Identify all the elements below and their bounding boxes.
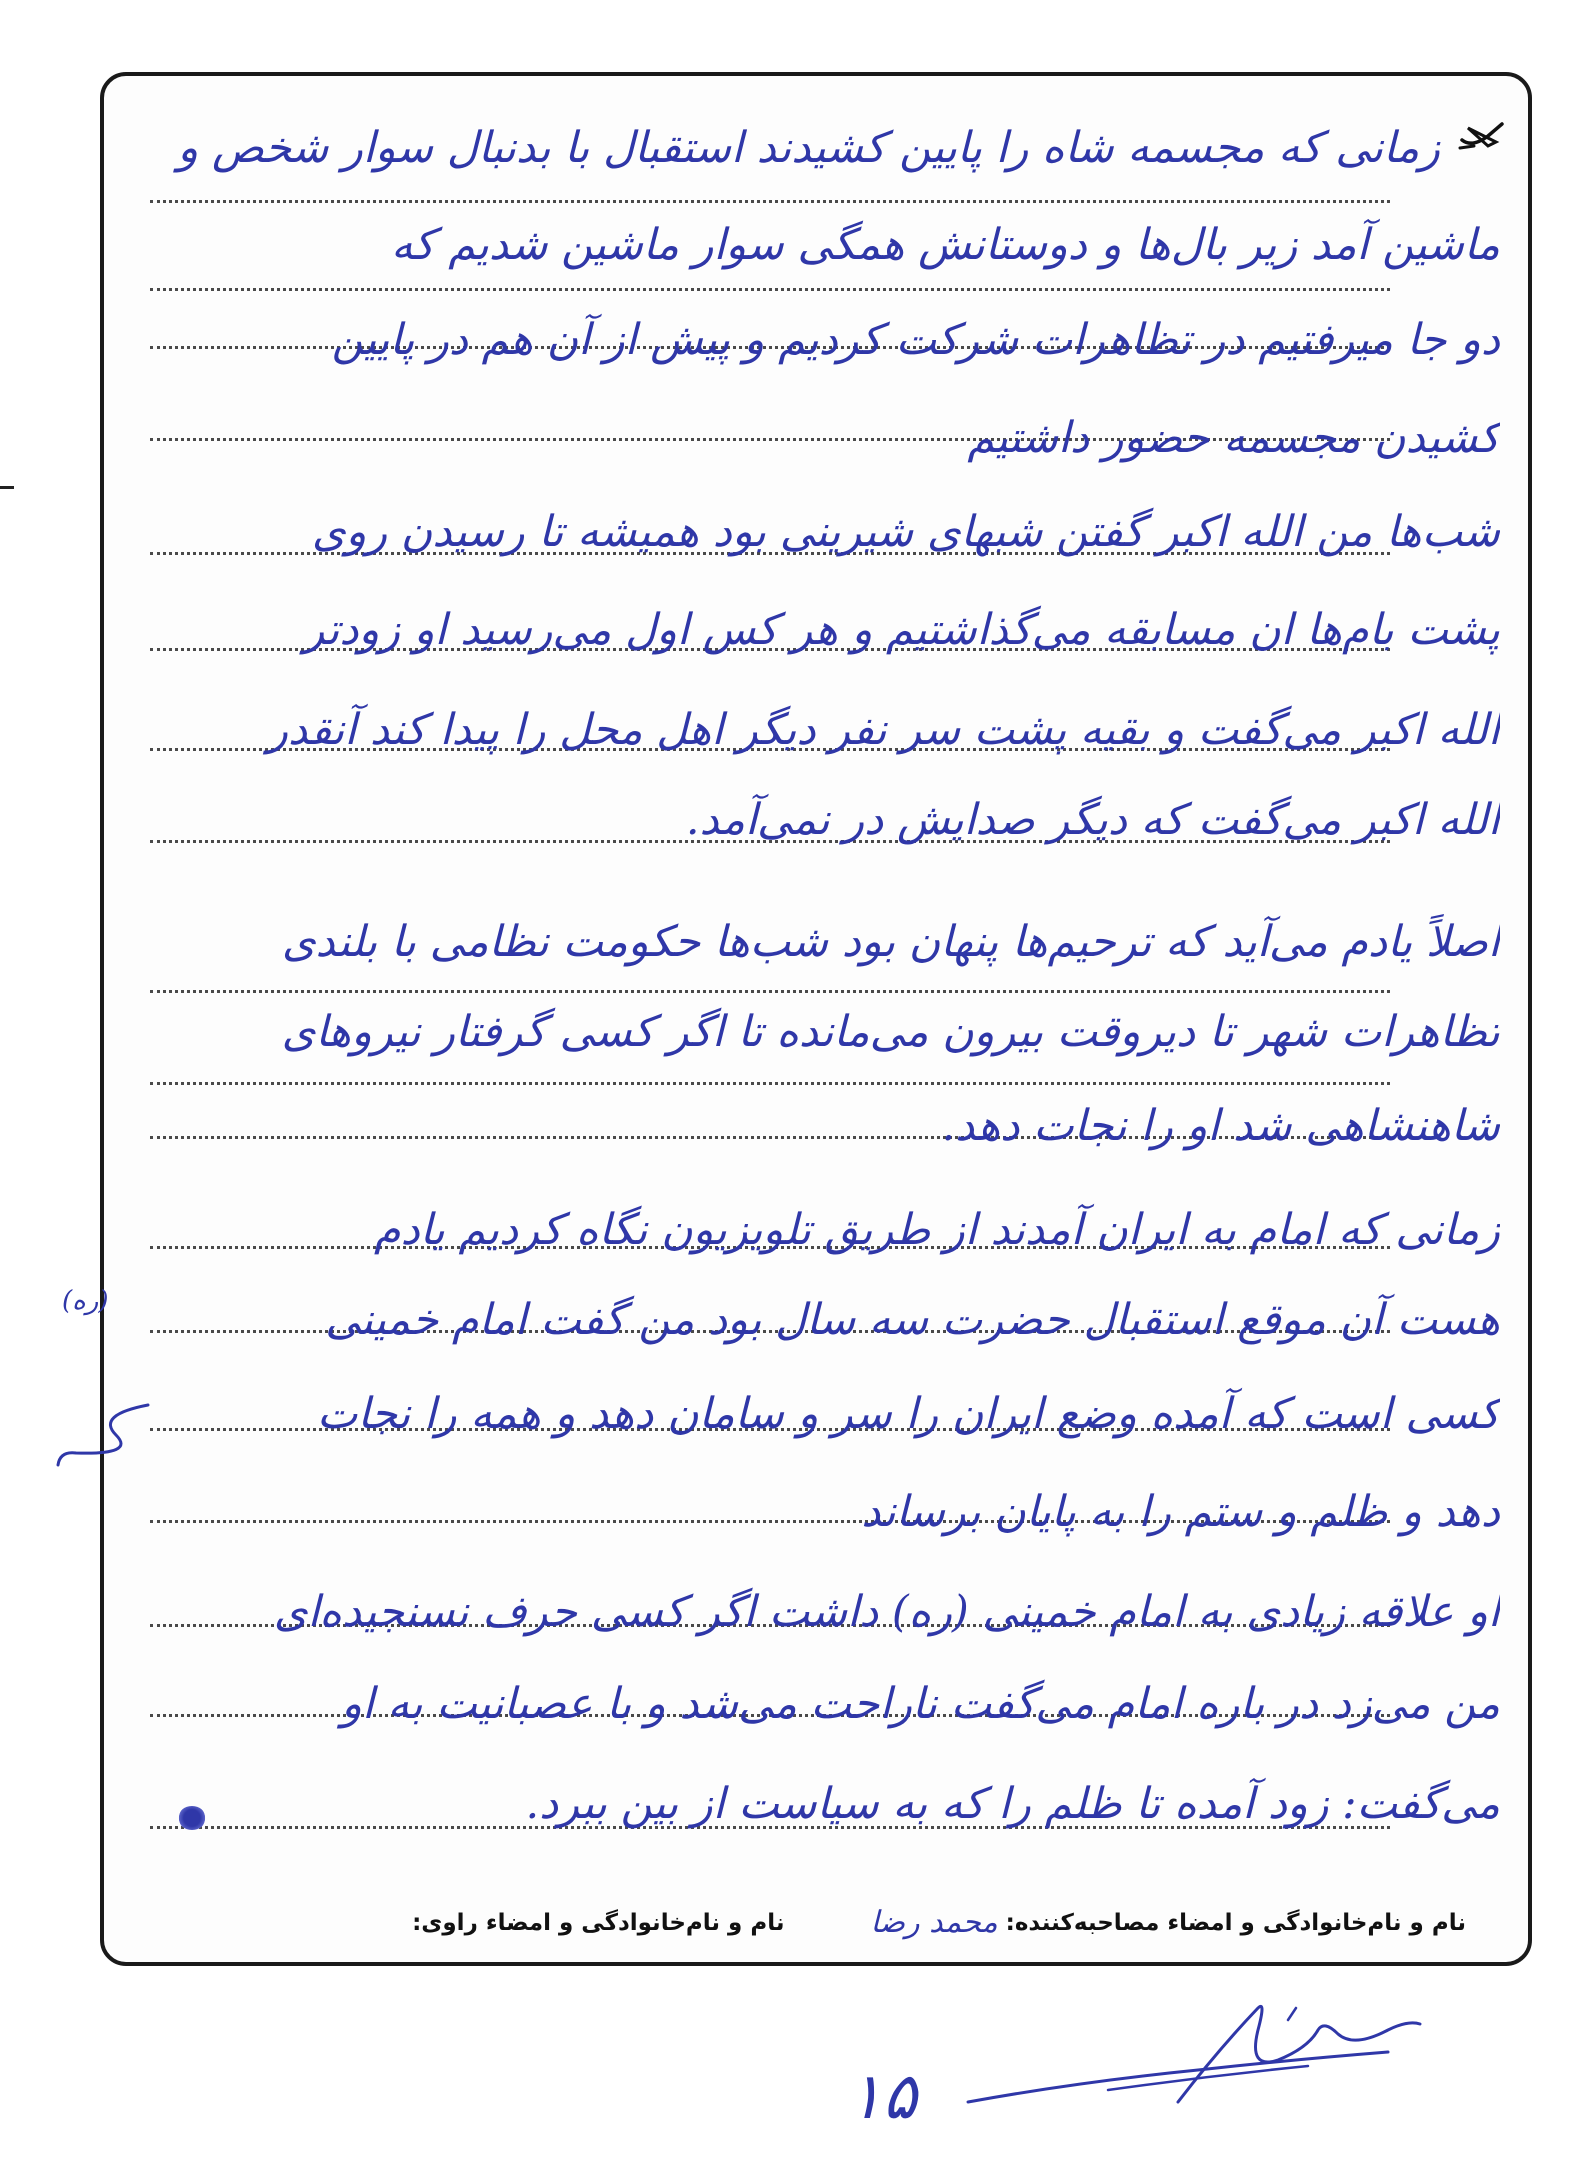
handwritten-line: دو جا میرفتیم در تظاهرات شرکت کردیم و پیش از آن هم در پایین [331,315,1500,365]
handwritten-line: دهد و ظلم و ستم را به پایان برساند [861,1487,1500,1537]
handwritten-line: شب‌ها من الله اکبر گفتن شبهای شیرینی بود همیشه تا رسیدن روی [311,507,1500,557]
margin-note: (ره) [62,1286,109,1316]
ruled-line [150,990,1390,993]
handwritten-line: ماشین آمد زیر بال‌ها و دوستانش همگی سوار ماشین شدیم که [391,220,1500,270]
ink-blot [178,1806,206,1830]
handwritten-line: زمانی که مجسمه شاه را پایین کشیدند استقبال با بدنبال سوار شخص و [177,123,1440,173]
handwritten-line: اصلاً یادم می‌آید که ترحیم‌ها پنهان بود شب‌ها حکومت نظامی با بلندی [281,917,1500,967]
interviewer-signature: محمد رضا [870,1905,998,1940]
handwritten-line: کشیدن مجسمه حضور داشتیم [967,413,1500,463]
handwritten-signature [958,1990,1428,2120]
handwritten-line: الله اکبر می‌گفت و بقیه پشت سر نفر دیگر اهل محل را پیدا کند آنقدر [267,705,1500,755]
handwritten-line: هست آن موقع استقبال حضرت سه سال بود من گفت امام خمینی [325,1295,1500,1345]
interviewer-label: نام و نام‌خانوادگی و امضاء مصاحبه‌کننده: [1005,1909,1466,1936]
page-number: ۱۵ [848,2060,917,2134]
scan-margin-mark [0,486,14,489]
handwritten-line: می‌گفت: زود آمده تا ظلم را که به سیاست از بین ببرد. [525,1779,1500,1829]
handwritten-line: او علاقه زیادی به امام خمینی (ره) داشت اگر کسی حرف نسنجیده‌ای [273,1587,1500,1637]
handwritten-line: من می‌زد در باره امام می‌گفت ناراحت می‌شد و با عصبانیت به او [341,1679,1500,1729]
handwritten-line: شاهنشاهی شد او را نجات دهد. [941,1101,1500,1151]
handwritten-line: تظاهرات شهر تا دیروقت بیرون می‌مانده تا اگر کسی گرفتار نیروهای [281,1007,1500,1057]
ruled-line [150,1082,1390,1085]
margin-scribble [56,1395,152,1475]
signature-footer [412,1905,1466,1940]
handwritten-line: الله اکبر می‌گفت که دیگر صدایش در نمی‌آمد. [685,795,1500,845]
handwritten-line: کسی است که آمده وضع ایران را سر و سامان دهد و همه را نجات [316,1389,1500,1439]
narrator-label: نام و نام‌خانوادگی و امضاء راوی: [412,1909,785,1936]
ruled-line [150,288,1390,291]
ruled-line [150,200,1390,203]
handwritten-line: پشت بام‌ها ان مسابقه می‌گذاشتیم و هر کس اول می‌رسید او زودتر [303,605,1500,655]
handwritten-line: زمانی که امام به ایران آمدند از طریق تلویزیون نگاه کردیم یادم [373,1205,1500,1255]
